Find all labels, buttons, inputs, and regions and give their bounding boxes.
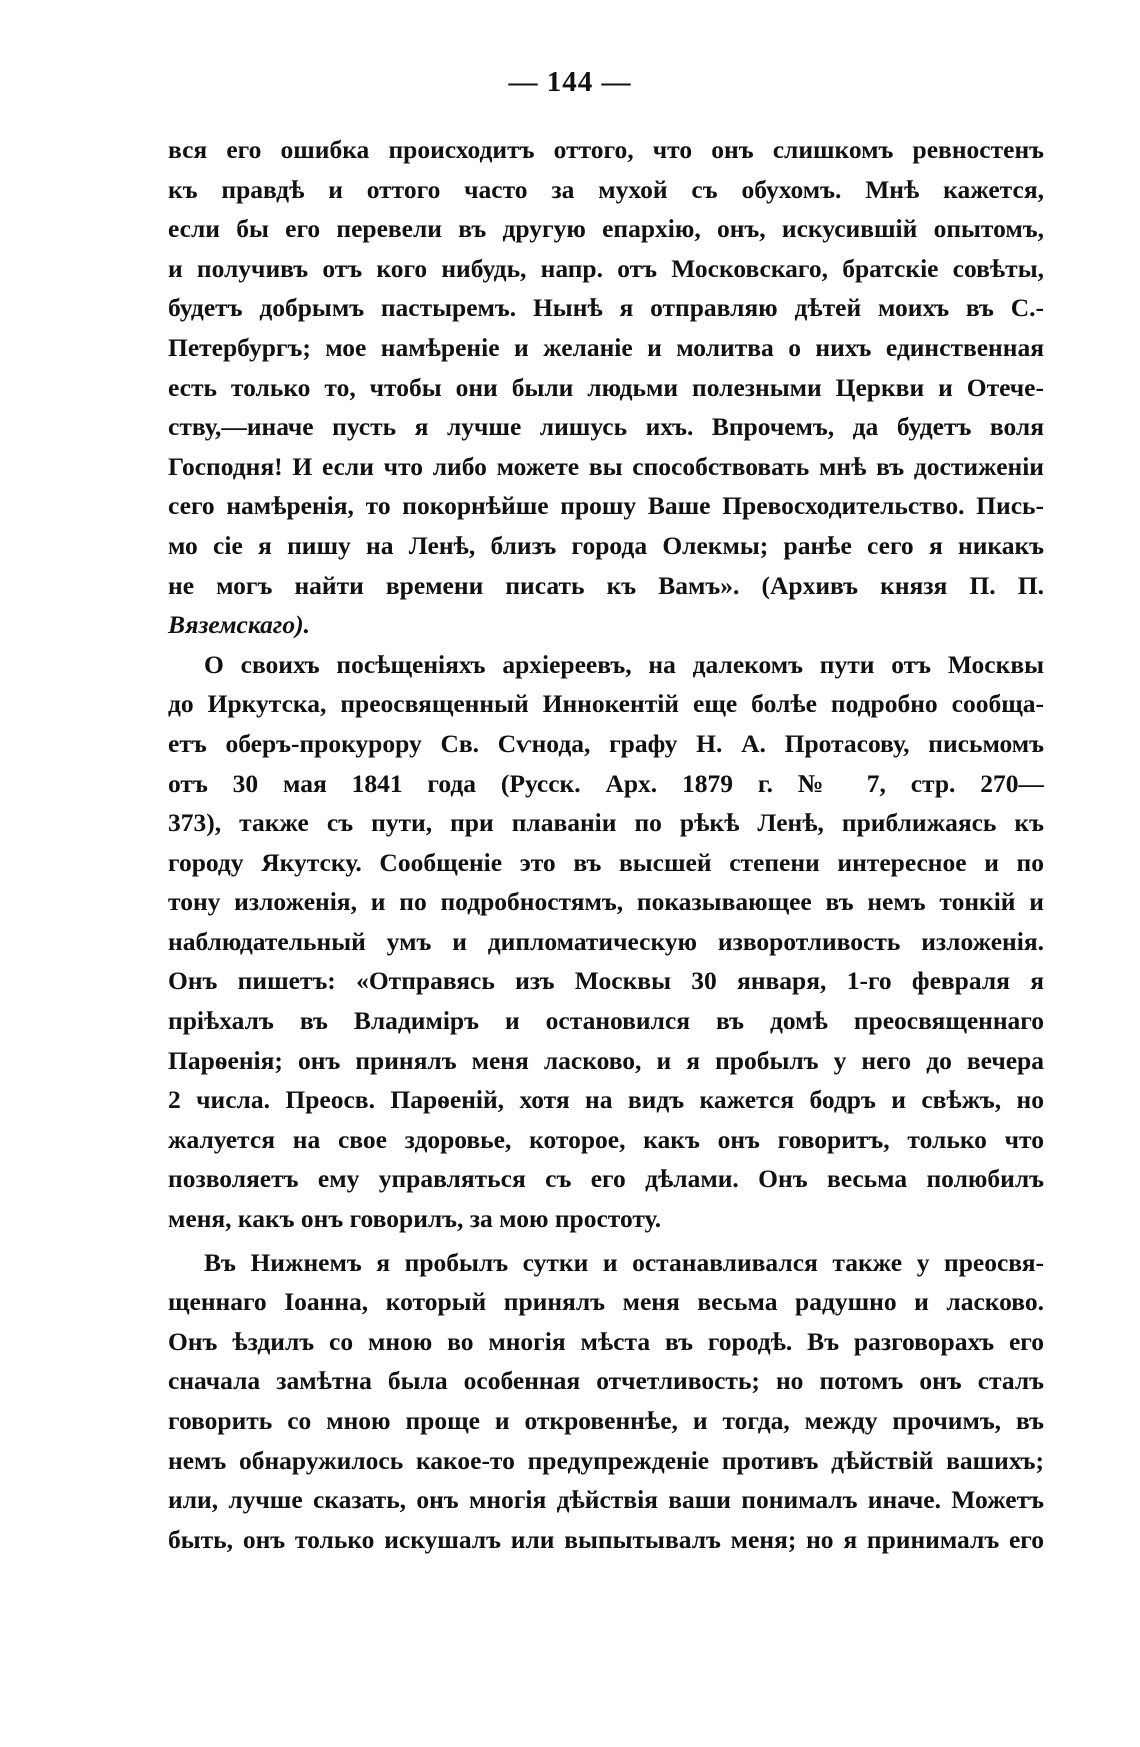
text-line: жалуется на свое здоровье, которое, какъ онъ говоритъ, только что (168, 1124, 1044, 1154)
text-line: О своихъ посѣщеніяхъ архіереевъ, на далекомъ пути отъ Москвы (204, 649, 1044, 679)
text-line: Онъ ѣздилъ со мною во многія мѣста въ городѣ. Въ разговорахъ его (168, 1326, 1044, 1356)
text-line: быть, онъ только искушалъ или выпытывалъ меня; но я принималъ его (168, 1524, 1044, 1554)
text-line: Петербургъ; мое намѣреніе и желаніе и молитва о нихъ единственная (168, 332, 1044, 362)
text-line: меня, какъ онъ говорилъ, за мою простоту. (168, 1204, 662, 1234)
text-line: наблюдательный умъ и дипломатическую изворотливость изложенія. (168, 926, 1044, 956)
text-line: щеннаго Іоанна, который принялъ меня весьма радушно и ласково. (168, 1287, 1044, 1317)
text-line: мо сіе я пишу на Ленѣ, близъ города Олекмы; ранѣе сего я никакъ (168, 530, 1044, 560)
text-line: или, лучше сказать, онъ многія дѣйствія ваши понималъ иначе. Можетъ (168, 1485, 1044, 1515)
text-line: позволяетъ ему управляться съ его дѣлами. Онъ весьма полюбилъ (168, 1164, 1044, 1194)
text-line: Вяземскаго). (168, 610, 310, 640)
text-line: если бы его перевели въ другую епархію, онъ, искусившій опытомъ, (168, 214, 1044, 244)
text-line: пріѣхалъ въ Владиміръ и остановился въ домѣ преосвященнаго (168, 1006, 1044, 1036)
text-line: етъ оберъ-прокурору Св. Сѵнода, графу Н. А. Протасову, письмомъ (168, 728, 1044, 758)
text-line: Господня! И если что либо можете вы способствовать мнѣ въ достиженіи (168, 451, 1044, 481)
paragraph-3 (168, 1243, 1044, 1560)
text-line: 2 числа. Преосв. Парѳеній, хотя на видъ кажется бодръ и свѣжъ, но (168, 1085, 1044, 1115)
text-line: отъ 30 мая 1841 года (Русск. Арх. 1879 г. № 7, стр. 270— (168, 768, 1044, 798)
text-line: Онъ пишетъ: «Отправясь изъ Москвы 30 января, 1-го февраля я (168, 966, 1044, 996)
text-line: говорить со мною проще и откровеннѣе, и тогда, между прочимъ, въ (168, 1406, 1044, 1435)
text-line: городу Якутску. Сообщеніе это въ высшей степени интересное и по (168, 847, 1044, 877)
paragraph-2 (168, 645, 1044, 1239)
paragraph-1 (168, 130, 1044, 645)
text-line: не могъ найти времени писать къ Вамъ». (Архивъ князя П. П. (168, 570, 1044, 600)
page-number: — 144 — (508, 66, 632, 98)
text-line: вся его ошибка происходитъ оттого, что онъ слишкомъ ревностенъ (168, 135, 1044, 164)
text-line: ству,—иначе пусть я лучше лишусь ихъ. Впрочемъ, да будетъ воля (168, 412, 1044, 442)
text-line: сначала замѣтна была особенная отчетливость; но потомъ онъ сталъ (168, 1366, 1044, 1396)
text-line: 373), также съ пути, при плаваніи по рѣкѣ Ленѣ, приближаясь къ (168, 808, 1044, 838)
text-line: Парѳенія; онъ принялъ меня ласково, и я пробылъ у него до вечера (168, 1045, 1044, 1075)
text-line: будетъ добрымъ пастыремъ. Нынѣ я отправляю дѣтей моихъ въ С.- (168, 293, 1044, 323)
text-line: есть только то, чтобы они были людьми полезными Церкви и Отече- (168, 372, 1044, 402)
text-line: къ правдѣ и оттого часто за мухой съ обухомъ. Мнѣ кажется, (168, 174, 1044, 204)
text-line: тону изложенія, и по подробностямъ, показывающее въ немъ тонкій и (168, 887, 1044, 917)
text-line: немъ обнаружилось какое-то предупрежденіе противъ дѣйствій вашихъ; (168, 1445, 1044, 1475)
text-line: Въ Нижнемъ я пробылъ сутки и останавливался также у преосвя- (204, 1247, 1044, 1277)
text-line: и получивъ отъ кого нибудь, напр. отъ Московскаго, братскіе совѣты, (168, 253, 1044, 283)
text-line: сего намѣренія, то покорнѣйше прошу Ваше Превосходительство. Пись- (168, 491, 1044, 521)
text-line: до Иркутска, преосвященный Иннокентій еще болѣе подробно сообща- (168, 689, 1044, 719)
body-text (168, 130, 1044, 1559)
